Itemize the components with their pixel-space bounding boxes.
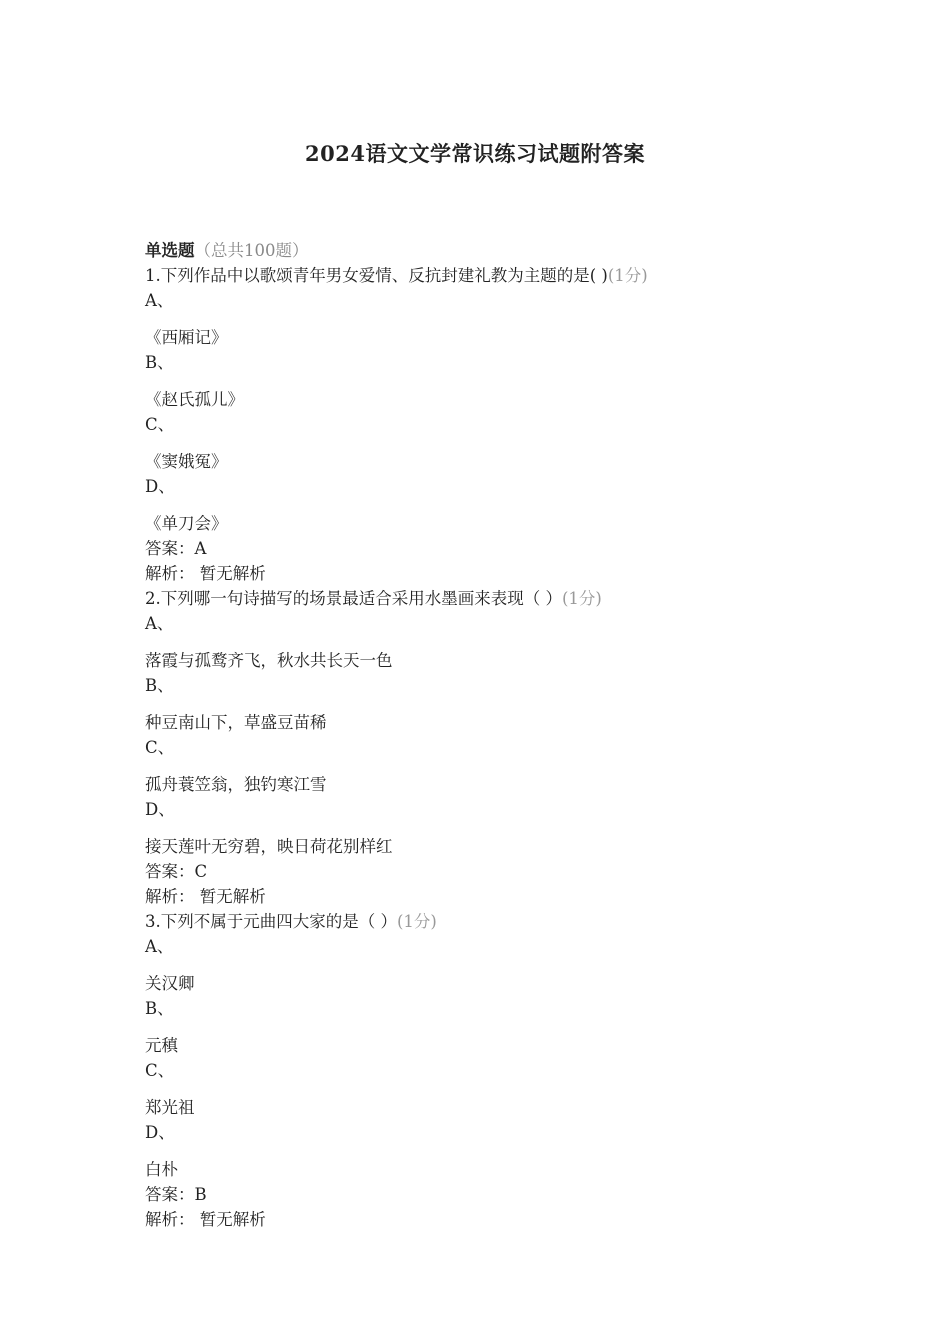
question-stem: [145, 586, 845, 611]
question-stem-text: 3.下列不属于元曲四大家的是（ ）: [145, 912, 397, 931]
option-letter: C、: [145, 415, 175, 434]
question-stem-text: 1.下列作品中以歌颂青年男女爱情、反抗封建礼教为主题的是( ): [145, 266, 608, 285]
option-text: 《窦娥冤》: [145, 452, 228, 471]
option-letter: B、: [145, 353, 174, 372]
question-score: (1分): [397, 912, 437, 931]
document-title: 2024语文文学常识练习试题附答案: [305, 141, 645, 166]
document-body: [145, 238, 845, 1232]
option-letter: A、: [145, 614, 174, 633]
option-letter: D、: [145, 800, 175, 819]
option-text: 《赵氏孤儿》: [145, 390, 244, 409]
option-letter: D、: [145, 1123, 175, 1142]
option-text: 种豆南山下，草盛豆苗稀: [145, 713, 327, 732]
question-stem: [145, 263, 845, 288]
question-score: (1分): [562, 589, 602, 608]
option-letter: A、: [145, 291, 174, 310]
option-letter: D、: [145, 477, 175, 496]
question-score: (1分): [607, 266, 648, 285]
option-text: 《西厢记》: [145, 328, 228, 347]
answer-line: 答案：A: [145, 539, 207, 558]
option-text: 白朴: [145, 1160, 178, 1179]
answer-line: 答案：B: [145, 1185, 207, 1204]
option-letter: A、: [145, 937, 174, 956]
option-letter: C、: [145, 1061, 175, 1080]
option-text: 元稹: [145, 1036, 178, 1055]
section-count-note: （总共100题）: [194, 241, 309, 260]
option-letter: C、: [145, 738, 175, 757]
option-text: 接天莲叶无穷碧，映日荷花别样红: [145, 837, 393, 856]
analysis-line: 解析： 暂无解析: [145, 887, 266, 906]
option-text: 《单刀会》: [145, 514, 228, 533]
option-text: 孤舟蓑笠翁，独钓寒江雪: [145, 775, 327, 794]
analysis-line: 解析： 暂无解析: [145, 564, 266, 583]
question-stem: [145, 909, 845, 934]
option-text: 落霞与孤鹜齐飞，秋水共长天一色: [145, 651, 393, 670]
option-text: 郑光祖: [145, 1098, 195, 1117]
option-letter: B、: [145, 999, 174, 1018]
section-label: 单选题: [145, 241, 195, 260]
analysis-line: 解析： 暂无解析: [145, 1210, 266, 1229]
question-stem-text: 2.下列哪一句诗描写的场景最适合采用水墨画来表现（ ）: [145, 589, 562, 608]
option-text: 关汉卿: [145, 974, 195, 993]
section-heading: [145, 238, 845, 263]
answer-line: 答案：C: [145, 862, 208, 881]
option-letter: B、: [145, 676, 174, 695]
